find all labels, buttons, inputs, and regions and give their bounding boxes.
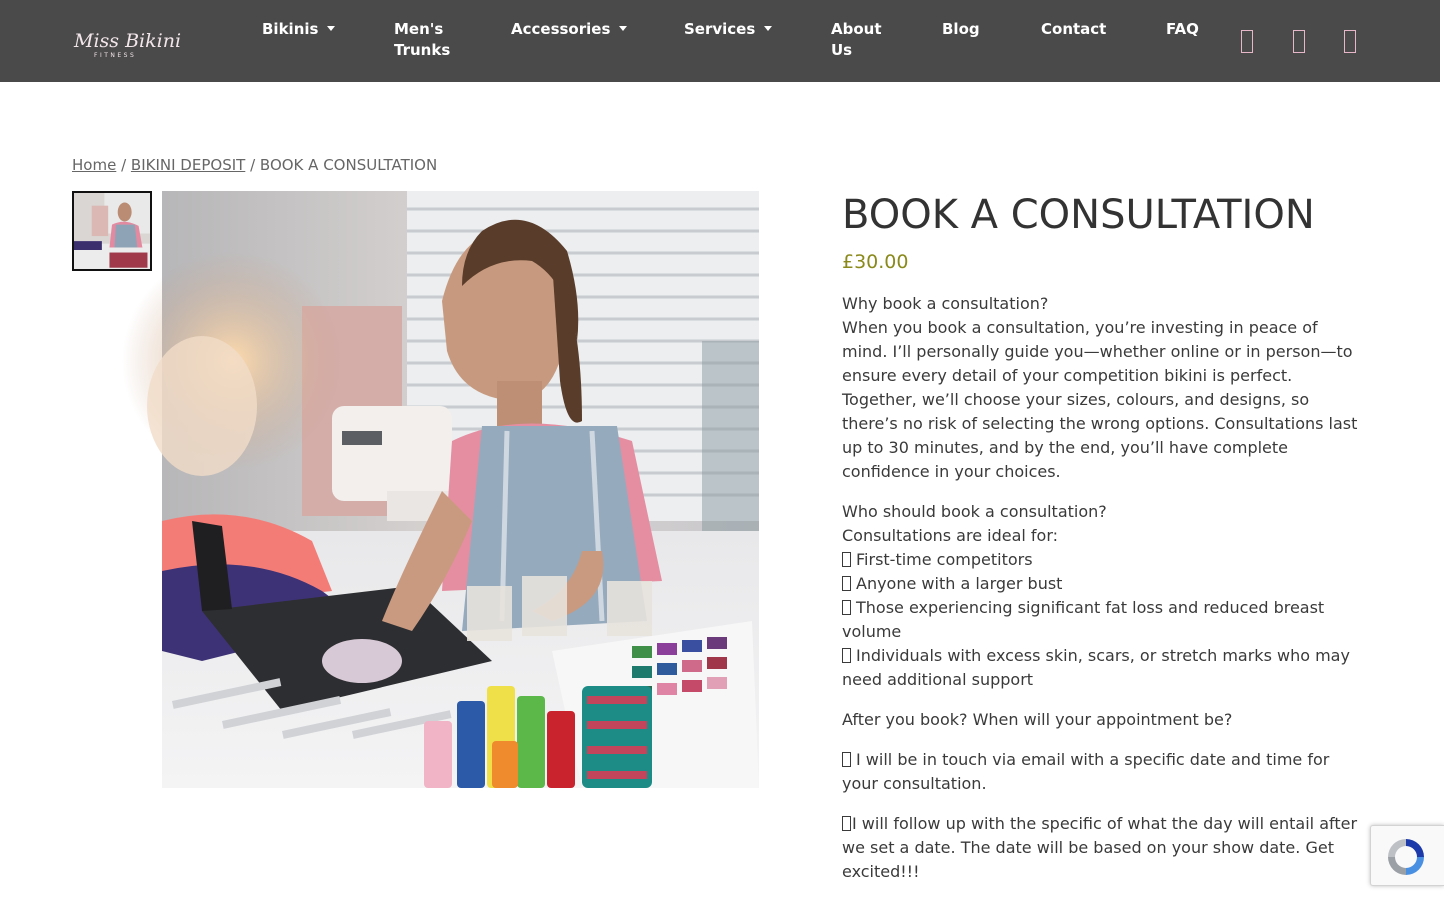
logo-mark	[72, 20, 182, 60]
nav-us-label: Us	[831, 41, 853, 59]
breadcrumb-home[interactable]: Home	[72, 156, 117, 174]
breadcrumb-current: BOOK A CONSULTATION	[259, 156, 438, 174]
list-item	[842, 644, 1360, 692]
nav-mens-trunks[interactable]	[394, 19, 450, 61]
after-item-2	[842, 812, 1360, 884]
nav-bikinis-label: Bikinis	[262, 20, 319, 38]
product-main-image[interactable]	[162, 191, 759, 788]
site-logo[interactable]	[72, 20, 182, 60]
breadcrumb	[72, 155, 437, 175]
why-heading: Why book a consultation?	[842, 294, 1049, 313]
nav-bikinis[interactable]	[262, 19, 335, 40]
nav-faq[interactable]: FAQ	[1166, 20, 1199, 38]
nav-contact[interactable]: Contact	[1041, 20, 1107, 38]
checkbox-icon	[842, 576, 851, 591]
why-body: When you book a consultation, you’re investing in peace of mind. I’ll personally guide you—whether online or in person—to ensure every detail of your competition bikini is perfect. Together, we’ll choose your sizes, colours, and designs, so there’s no risk of selecting the wrong options. Consultations last up to 30 minutes, and by the end, you’ll have complete confidence in your choices.	[842, 318, 1358, 481]
list-item	[842, 596, 1360, 644]
gallery-thumbnail[interactable]	[72, 191, 152, 271]
nav-accessories[interactable]	[511, 19, 627, 40]
site-header	[0, 0, 1440, 82]
checkbox-icon	[842, 648, 851, 663]
list-item-text: First-time competitors	[856, 550, 1033, 569]
account-icon-glyph	[1241, 30, 1253, 53]
list-item	[842, 572, 1360, 596]
product-summary	[842, 191, 1360, 900]
nav-mens-label: Men's	[394, 20, 444, 38]
logo-script: Miss Bikini	[74, 30, 182, 52]
list-item-text: Those experiencing significant fat loss and reduced breast volume	[842, 598, 1325, 641]
nav-blog[interactable]: Blog	[942, 20, 980, 38]
checkbox-icon	[842, 552, 851, 567]
thumbnail-image	[74, 193, 150, 269]
logo-sub: FITNESS	[94, 52, 137, 59]
nav-accessories-label: Accessories	[511, 20, 611, 38]
nav-services[interactable]	[684, 19, 772, 40]
product-description	[842, 292, 1360, 884]
after-item-1-text: I will be in touch via email with a specific date and time for your consultation.	[842, 750, 1330, 793]
why-section	[842, 292, 1360, 484]
list-item-text: Anyone with a larger bust	[856, 574, 1063, 593]
wishlist-icon-glyph	[1293, 30, 1305, 53]
checkbox-icon	[842, 600, 851, 615]
chevron-down-icon	[327, 26, 335, 31]
product-price: £30.00	[842, 251, 909, 273]
product-title: BOOK A CONSULTATION	[842, 192, 1315, 238]
list-item	[842, 548, 1360, 572]
after-item-1	[842, 748, 1360, 796]
nav-services-label: Services	[684, 20, 756, 38]
product-photo	[162, 191, 759, 788]
breadcrumb-separator: /	[121, 156, 127, 174]
who-intro: Consultations are ideal for:	[842, 526, 1059, 545]
chevron-down-icon	[619, 26, 627, 31]
breadcrumb-separator: /	[250, 156, 256, 174]
chevron-down-icon	[764, 26, 772, 31]
nav-about-us[interactable]	[831, 19, 882, 61]
recaptcha-badge[interactable]	[1370, 825, 1444, 886]
nav-trunks-label: Trunks	[394, 41, 451, 59]
who-section	[842, 500, 1360, 692]
nav-about-label: About	[831, 20, 882, 38]
breadcrumb-category[interactable]: BIKINI DEPOSIT	[130, 156, 246, 174]
after-heading: After you book? When will your appointment be?	[842, 710, 1233, 729]
after-item-2-text: I will follow up with the specific of what the day will entail after we set a date. The date will be based on your show date. Get excited!!!	[842, 814, 1358, 881]
who-heading: Who should book a consultation?	[842, 502, 1107, 521]
checkbox-icon	[842, 752, 851, 767]
list-item-text: Individuals with excess skin, scars, or stretch marks who may need additional support	[842, 646, 1350, 689]
account-icon[interactable]	[1239, 30, 1255, 54]
checkbox-icon	[842, 816, 851, 831]
recaptcha-icon	[1384, 835, 1428, 879]
cart-icon-glyph	[1344, 30, 1356, 53]
wishlist-icon[interactable]	[1291, 30, 1307, 54]
cart-icon[interactable]	[1342, 30, 1358, 54]
